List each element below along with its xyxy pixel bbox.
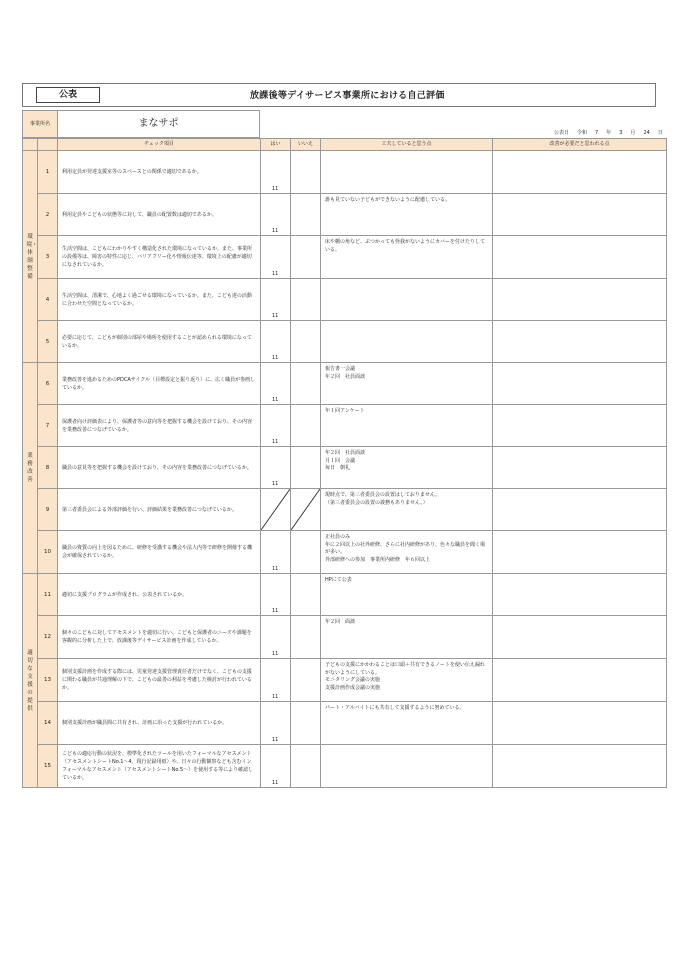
no-cell <box>291 151 321 194</box>
improve-cell <box>493 321 667 363</box>
yes-count: 11 <box>272 566 279 572</box>
category-cell <box>23 363 38 574</box>
yes-cell <box>261 405 291 447</box>
check-item: 生活空間は、清潔で、心地よく過ごせる環境になっているか。また、こども達の活動に合わせた空間となっているか。 <box>58 279 261 321</box>
yes-cell <box>261 279 291 321</box>
yes-count: 11 <box>272 608 279 614</box>
no-cell <box>291 616 321 659</box>
effort-cell: 子どもの支援にかかわることは口頭＋共有できるノートを使い伝え漏れがないようにしている。 モニタリング会議の実施 支援計画作成会議の実施 <box>321 659 493 702</box>
office-name: まなサポ <box>58 110 260 138</box>
check-item: 職員の資質の向上を図るために、研修を受講する機会や法人内等で研修を開催する機会が確保されているか。 <box>58 531 261 574</box>
effort-cell: 報告書一会議 年２回 社員面談 <box>321 363 493 405</box>
table-row <box>23 574 667 616</box>
improve-cell <box>493 574 667 616</box>
no-cell <box>291 405 321 447</box>
yes-cell <box>261 659 291 702</box>
row-number: 15 <box>38 745 58 788</box>
check-item: 必要に応じて、こどもが個別の部屋や場所を使用することが認められる環境になっているか。 <box>58 321 261 363</box>
row-number: 11 <box>38 574 58 616</box>
improve-cell <box>493 531 667 574</box>
table-row <box>23 405 667 447</box>
evaluation-table <box>22 138 667 788</box>
table-row <box>23 659 667 702</box>
improve-cell <box>493 151 667 194</box>
no-cell <box>291 447 321 489</box>
header-blank-num <box>38 139 58 151</box>
yes-count: 11 <box>272 694 279 700</box>
check-item: 保護者向け評価表により、保護者等の意向等を把握する機会を設けており、その内容を業務改善につなげているか。 <box>58 405 261 447</box>
diagonal-line <box>261 489 290 530</box>
no-cell <box>291 702 321 745</box>
table-row <box>23 702 667 745</box>
category-label: 業務改善 <box>27 453 33 483</box>
check-item: 個別支援計画が職員間に共有され、計画に沿った支援が行われているか。 <box>58 702 261 745</box>
yes-count: 11 <box>272 313 279 319</box>
improve-cell <box>493 363 667 405</box>
table-row <box>23 616 667 659</box>
table-row <box>23 151 667 194</box>
effort-cell: 年１回アンケート <box>321 405 493 447</box>
row-number: 2 <box>38 194 58 236</box>
yes-cell <box>261 363 291 405</box>
diagonal-line <box>291 489 320 530</box>
check-item: 生活空間は、こどもにわかりやすく構造化された環境になっているか。また、事業所の設備等は、障害の特性に応じ、バリアフリー化や情報伝達等、環境上の配慮が適切になされているか。 <box>58 236 261 279</box>
yes-cell <box>261 489 291 531</box>
row-number: 14 <box>38 702 58 745</box>
date-era: 令和 <box>577 130 588 136</box>
category-cell <box>23 151 38 363</box>
improve-cell <box>493 702 667 745</box>
effort-cell: 年２回 社員面談 月１回 会議 毎日 朝礼 <box>321 447 493 489</box>
column-improve: 改善が必要だと思われる点 <box>493 139 667 151</box>
yes-cell <box>261 151 291 194</box>
effort-cell: 正社員のみ 年に２回以上の社外研修、さらに社内研修があり、色々な職員を聞く場が多い。 外部研修への参加 事業所内研修 年６回以上 <box>321 531 493 574</box>
effort-cell: 誰も見ていない子どもができないように配慮している。 <box>321 194 493 236</box>
publication-badge: 公表 <box>36 87 100 103</box>
improve-cell <box>493 745 667 788</box>
yes-count: 11 <box>272 780 279 786</box>
effort-cell <box>321 279 493 321</box>
date-day: 24 <box>643 130 650 136</box>
yes-cell <box>261 447 291 489</box>
check-item: 個々のこどもに対してアセスメントを適切に行い、こどもと保護者のニーズや課題を客観的に分析した上で、放課後等デイサービス計画を作成しているか。 <box>58 616 261 659</box>
yes-cell <box>261 194 291 236</box>
effort-cell: パート・アルバイトにも共有して支援するように努めている。 <box>321 702 493 745</box>
yes-cell <box>261 745 291 788</box>
row-number: 9 <box>38 489 58 531</box>
effort-cell: HPにて公表 <box>321 574 493 616</box>
table-row <box>23 236 667 279</box>
category-cell <box>23 574 38 788</box>
table-row <box>23 363 667 405</box>
row-number: 3 <box>38 236 58 279</box>
yes-cell <box>261 321 291 363</box>
no-cell <box>291 531 321 574</box>
table-row <box>23 447 667 489</box>
row-number: 4 <box>38 279 58 321</box>
yes-count: 11 <box>272 186 279 192</box>
no-cell <box>291 321 321 363</box>
table-row <box>23 531 667 574</box>
row-number: 10 <box>38 531 58 574</box>
date-label: 公表日 <box>554 130 570 136</box>
effort-cell: 床や棚の角など、ぶつかっても怪我がないようにカバーを付けたりしている。 <box>321 236 493 279</box>
table-row <box>23 194 667 236</box>
row-number: 12 <box>38 616 58 659</box>
yes-count: 11 <box>272 439 279 445</box>
improve-cell <box>493 279 667 321</box>
column-yes: はい <box>261 139 291 151</box>
date-month-unit: 月 <box>630 130 636 136</box>
no-cell <box>291 194 321 236</box>
yes-cell <box>261 574 291 616</box>
no-cell <box>291 574 321 616</box>
yes-count: 11 <box>272 737 279 743</box>
improve-cell <box>493 489 667 531</box>
no-cell <box>291 363 321 405</box>
check-item: 第三者委員会による外部評価を行い、評価結果を業務改善につなげているか。 <box>58 489 261 531</box>
check-item: 利用定員が発達支援室等のスペースとの関係で適切であるか。 <box>58 151 261 194</box>
category-label: 適切な支援の提供 <box>27 649 33 712</box>
improve-cell <box>493 236 667 279</box>
effort-cell <box>321 321 493 363</box>
yes-count: 11 <box>272 271 279 277</box>
office-label: 事業所名 <box>22 110 58 138</box>
effort-cell <box>321 151 493 194</box>
effort-cell: 年２回 面談 <box>321 616 493 659</box>
yes-count: 11 <box>272 651 279 657</box>
row-number: 6 <box>38 363 58 405</box>
improve-cell <box>493 616 667 659</box>
column-check: チェック項目 <box>58 139 261 151</box>
table-row <box>23 279 667 321</box>
publication-date <box>554 129 671 136</box>
no-cell <box>291 236 321 279</box>
improve-cell <box>493 447 667 489</box>
improve-cell <box>493 194 667 236</box>
date-year: 7 <box>595 130 599 136</box>
row-number: 13 <box>38 659 58 702</box>
table-row <box>23 745 667 788</box>
yes-count: 11 <box>272 481 279 487</box>
table-row <box>23 489 667 531</box>
date-month: 3 <box>619 130 623 136</box>
row-number: 5 <box>38 321 58 363</box>
check-item: 業務改善を進めるためのPDCAサイクル（目標設定と振り返り）に、広く職員が参画しているか。 <box>58 363 261 405</box>
yes-count: 11 <box>272 397 279 403</box>
yes-count: 11 <box>272 355 279 361</box>
row-number: 8 <box>38 447 58 489</box>
improve-cell <box>493 405 667 447</box>
yes-count: 11 <box>272 228 279 234</box>
effort-cell <box>321 745 493 788</box>
check-item: 適切に支援プログラムが作成され、公表されているか。 <box>58 574 261 616</box>
check-item: 利用定員やこどもの状態等に対して、職員の配置数は適切であるか。 <box>58 194 261 236</box>
page-title: 放課後等デイサービス事業所における自己評価 <box>250 91 445 101</box>
yes-cell <box>261 702 291 745</box>
no-cell <box>291 279 321 321</box>
yes-cell <box>261 531 291 574</box>
date-year-unit: 年 <box>606 130 612 136</box>
row-number: 7 <box>38 405 58 447</box>
column-effort: 工夫していると思う点 <box>321 139 493 151</box>
header-blank <box>23 139 38 151</box>
yes-cell <box>261 236 291 279</box>
check-item: 個別支援計画を作成する際には、児童発達支援管理責任者だけでなく、こどもの支援に関わる職員が共通理解の下で、こどもの最善の利益を考慮した検討が行われているか。 <box>58 659 261 702</box>
yes-cell <box>261 616 291 659</box>
table-row <box>23 321 667 363</box>
date-day-unit: 日 <box>657 130 663 136</box>
check-item: こどもの適応行動の状況を、標準化されたツールを用いたフォーマルなアセスメント（アセスメントシートNo.1〜4、現行記録用紙）や、日々の行動観察なども含むインフォーマルなアセスメント（アセスメントシートNo.5〜）を使用する等により確認しているか。 <box>58 745 261 788</box>
row-number: 1 <box>38 151 58 194</box>
check-item: 職員の意見等を把握する機会を設けており、その内容を業務改善につなげているか。 <box>58 447 261 489</box>
category-label: 環境・体制整備 <box>26 233 38 280</box>
column-no: いいえ <box>291 139 321 151</box>
no-cell <box>291 659 321 702</box>
no-cell <box>291 745 321 788</box>
no-cell <box>291 489 321 531</box>
effort-cell: 現時点で、第三者委員会の設置はしておりません。 （第三者委員会の設置の義務もありません。） <box>321 489 493 531</box>
improve-cell <box>493 659 667 702</box>
